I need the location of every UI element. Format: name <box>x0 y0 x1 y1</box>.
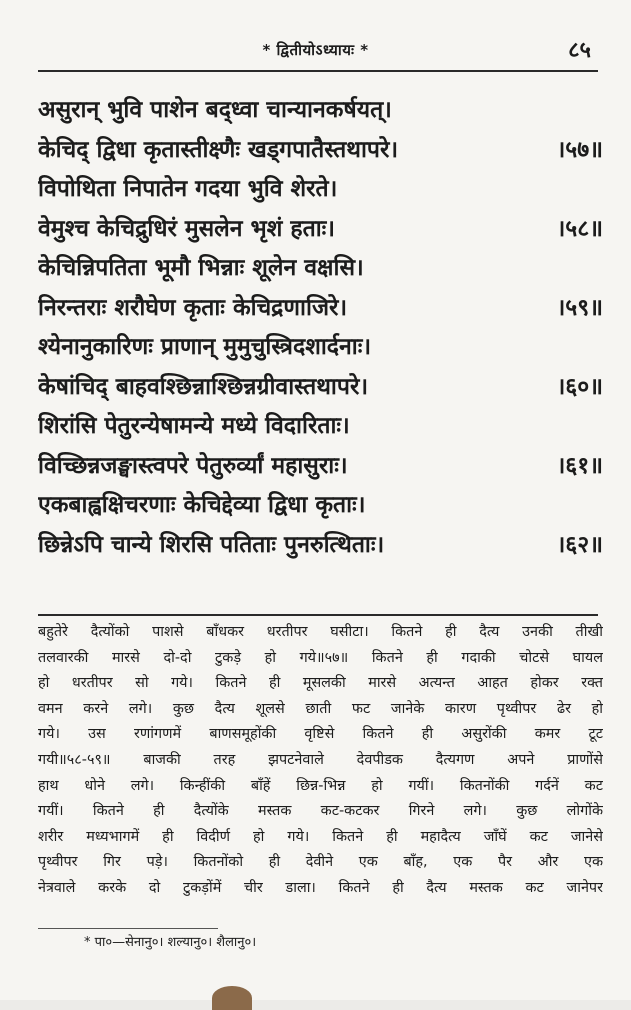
verse-line: निरन्तराः शरौघेण कृताः केचिद्रणाजिरे। ।५९॥ <box>38 294 603 321</box>
translation-line: पृथ्वीपर गिर पड़े। कितनोंको ही देवीने एक बाँह, एक पैर और एक <box>38 854 603 871</box>
chapter-title: * द्वितीयोऽध्यायः * <box>262 41 369 59</box>
translation-line: बहुतेरे दैत्योंको पाशसे बाँधकर धरतीपर घसीटा। कितने ही दैत्य उनकी तीखी <box>38 624 603 640</box>
page-number: ८५ <box>568 38 591 63</box>
translation-line: नेत्रवाले करके दो टुकड़ोंमें चीर डाला। कितने ही दैत्य मस्तक कट जानेपर <box>38 879 603 896</box>
hindi-translation <box>38 620 603 902</box>
translation-line: हाथ धोने लगे। किन्हींकी बाँहें छिन्न-भिन्न हो गयीं। कितनोंकी गर्दनें कट <box>38 777 603 794</box>
sanskrit-verses <box>38 92 603 566</box>
thumb-shadow <box>212 986 252 1010</box>
verse-line: वेमुश्च केचिद्रुधिरं मुसलेन भृशं हताः। ।५८॥ <box>38 215 603 242</box>
translation-line: हो धरतीपर सो गये। कितने ही मूसलकी मारसे अत्यन्त आहत होकर रक्त <box>38 675 603 692</box>
verse-line: केचिन्निपतिता भूमौ भिन्नाः शूलेन वक्षसि। <box>38 255 364 281</box>
verse-line: केषांचिद् बाहवश्छिन्नाश्छिन्नग्रीवास्तथापरे। ।६०॥ <box>38 373 603 400</box>
verse-line: श्येनानुकारिणः प्राणान् मुमुचुस्त्रिदशार्दनाः। <box>38 334 372 360</box>
verse-line: केचिद् द्विधा कृतास्तीक्ष्णैः खड्गपातैस्तथापरे। ।५७॥ <box>38 136 603 163</box>
verse-line: शिरांसि पेतुरन्येषामन्ये मध्ये विदारिताः। <box>38 413 350 439</box>
translation-line: वमन करने लगे। कुछ दैत्य शूलसे छाती फट जानेके कारण पृथ्वीपर ढेर हो <box>38 700 603 717</box>
verse-line: विच्छिन्नजङ्घास्त्वपरे पेतुरुर्व्यां महासुराः। ।६१॥ <box>38 452 603 479</box>
footnote-rule <box>38 928 218 929</box>
translation-line: शरीर मध्यभागमें ही विदीर्ण हो गये। कितने ही महादैत्य जाँघें कट जानेसे <box>38 828 603 845</box>
section-rule <box>38 614 598 616</box>
verse-line: छिन्नेऽपि चान्ये शिरसि पतिताः पुनरुत्थिताः। ।६२॥ <box>38 531 603 558</box>
header-rule <box>38 70 598 72</box>
translation-line: गये। उस रणांगणमें बाणसमूहोंकी वृष्टिसे कितने ही असुरोंकी कमर टूट <box>38 726 603 743</box>
verse-line: विपोथिता निपातेन गदया भुवि शेरते। <box>38 176 338 202</box>
verse-line: असुरान् भुवि पाशेन बद्ध्वा चान्यानकर्षयत्। <box>38 97 392 123</box>
verse-line: एकबाह्वक्षिचरणाः केचिद्देव्या द्विधा कृताः। <box>38 492 366 518</box>
footnote: * पा०—सेनानु०। शल्यानु०। शैलानु०। <box>84 935 257 950</box>
page-header <box>0 30 631 70</box>
translation-line: गयी॥५८-५९॥ बाजकी तरह झपटनेवाले देवपीडक दैत्यगण अपने प्राणोंसे <box>38 751 603 768</box>
translation-line: तलवारकी मारसे दो-दो टुकड़े हो गये॥५७॥ कितने ही गदाकी चोटसे घायल <box>38 649 603 666</box>
translation-line: गयीं। कितने ही दैत्योंके मस्तक कट-कटकर गिरने लगे। कुछ लोगोंके <box>38 803 603 820</box>
